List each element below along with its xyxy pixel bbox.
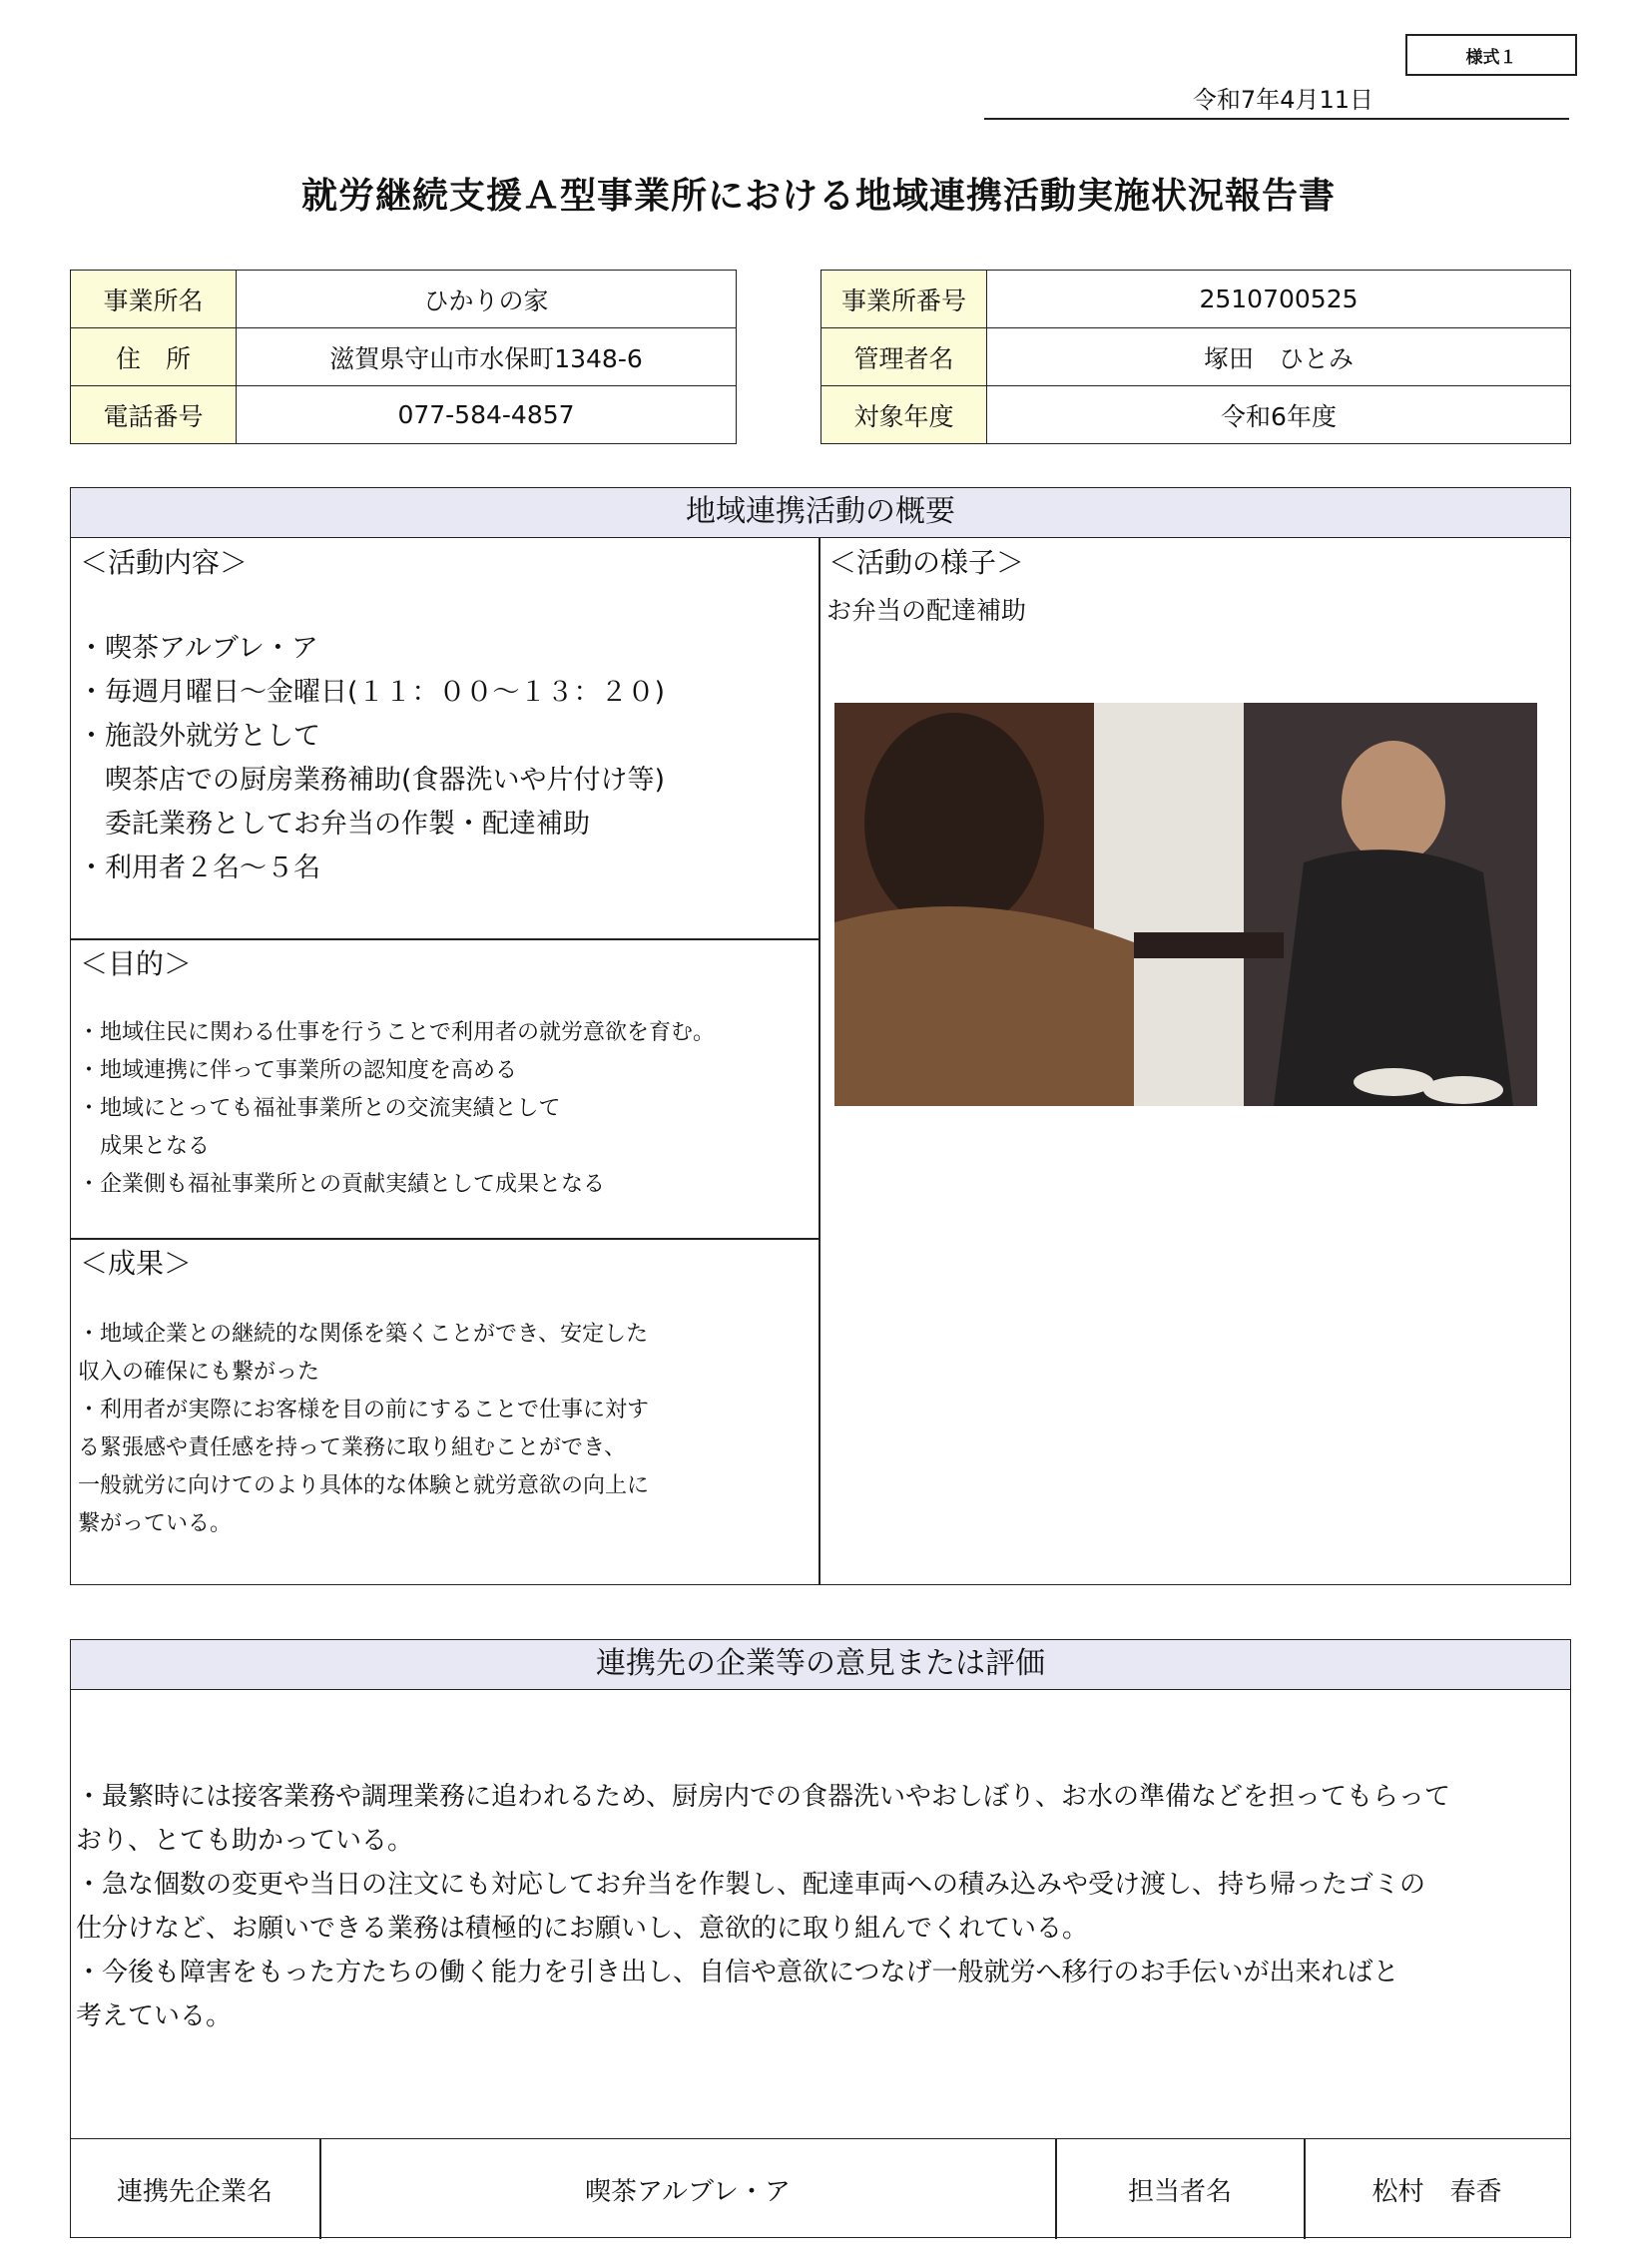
address-value: 滋賀県守山市水保町1348-6 — [237, 328, 737, 386]
partner-label: 連携先企業名 — [116, 2176, 273, 2207]
opinion-line: 考えている。 — [76, 2001, 233, 2031]
activity-photo — [834, 703, 1537, 1106]
overview-heading: 地域連携活動の概要 — [71, 488, 1570, 538]
manager-value: 塚田 ひとみ — [987, 328, 1571, 386]
purpose-line: 成果となる — [78, 1134, 211, 1159]
purpose-list — [78, 1014, 715, 1204]
partner-value: 喫茶アルブレ・ア — [585, 2176, 791, 2207]
scene-caption: お弁当の配達補助 — [826, 596, 1027, 625]
purpose-line: ・地域住民に関わる仕事を行うことで利用者の就労意欲を育む。 — [78, 1020, 716, 1045]
contact-value: 松村 春香 — [1371, 2176, 1502, 2207]
manager-label: 管理者名 — [821, 328, 987, 386]
results-heading: ＜成果＞ — [80, 1247, 193, 1280]
facility-info-table — [70, 270, 737, 444]
fiscal-year-label: 対象年度 — [821, 386, 987, 444]
partner-row — [70, 2138, 1571, 2238]
page-title: 就労継続支援Ａ型事業所における地域連携活動実施状況報告書 — [300, 176, 1336, 217]
opinion-line: ・急な個数の変更や当日の注文にも対応してお弁当を作製し、配達車両への積み込みや受け渡し、持ち帰ったゴミの — [76, 1870, 1426, 1900]
results-line: 一般就労に向けてのより具体的な体験と就労意欲の向上に — [78, 1473, 650, 1498]
opinion-heading: 連携先の企業等の意見または評価 — [71, 1640, 1570, 1690]
photo-illustration — [834, 703, 1537, 1106]
opinion-text — [76, 1775, 1450, 2038]
facility-name-label: 事業所名 — [71, 271, 237, 328]
results-line: 繋がっている。 — [78, 1511, 233, 1536]
activity-line: ・利用者２名～５名 — [78, 852, 320, 883]
purpose-line: ・企業側も福祉事業所との貢献実績として成果となる — [78, 1172, 606, 1197]
contact-label: 担当者名 — [1127, 2176, 1232, 2207]
opinion-line: ・最繁時には接客業務や調理業務に追われるため、厨房内での食器洗いやおしぼり、お水の準備などを担ってもらって — [76, 1782, 1450, 1812]
activity-line: 喫茶店での厨房業務補助(食器洗いや片付け等) — [78, 765, 666, 796]
purpose-line: ・地域連携に伴って事業所の認知度を高める — [78, 1058, 518, 1083]
activity-line: ・喫茶アルブレ・ア — [78, 633, 318, 664]
facility-id-table — [820, 270, 1571, 444]
address-label: 住 所 — [71, 328, 237, 386]
overview-row-divider — [70, 1238, 819, 1240]
opinion-line: おり、とても助かっている。 — [76, 1826, 414, 1856]
scene-heading: ＜活動の様子＞ — [828, 546, 1025, 579]
form-label: 様式１ — [1405, 34, 1577, 76]
results-line: ・利用者が実際にお客様を目の前にすることで仕事に対す — [78, 1398, 650, 1422]
overview-row-divider — [70, 938, 819, 940]
opinion-line: 仕分けなど、お願いできる業務は積極的にお願いし、意欲的に取り組んでくれている。 — [76, 1914, 1089, 1944]
activity-line: ・施設外就労として — [78, 721, 320, 752]
fiscal-year-value: 令和6年度 — [987, 386, 1571, 444]
activity-heading: ＜活動内容＞ — [80, 546, 249, 579]
facility-number-label: 事業所番号 — [821, 271, 987, 328]
report-date: 令和7年4月11日 — [1192, 86, 1373, 114]
activity-line: ・毎週月曜日～金曜日(１１：００～１３：２０) — [78, 677, 666, 708]
date-underline — [984, 118, 1569, 120]
results-line: る緊張感や責任感を持って業務に取り組むことができ、 — [78, 1435, 627, 1460]
results-line: 収入の確保にも繋がった — [78, 1360, 320, 1385]
results-list — [78, 1316, 649, 1543]
overview-column-divider — [818, 537, 820, 1585]
activity-list — [78, 627, 665, 890]
purpose-line: ・地域にとっても福祉事業所との交流実績として — [78, 1096, 561, 1121]
facility-name-value: ひかりの家 — [237, 271, 737, 328]
activity-line: 委託業務としてお弁当の作製・配達補助 — [78, 809, 590, 840]
purpose-heading: ＜目的＞ — [80, 947, 193, 980]
phone-value: 077-584-4857 — [237, 386, 737, 444]
opinion-line: ・今後も障害をもった方たちの働く能力を引き出し、自信や意欲につなげ一般就労へ移行のお手伝いが出来ればと — [76, 1958, 1399, 1987]
facility-number-value: 2510700525 — [987, 271, 1571, 328]
results-line: ・地域企業との継続的な関係を築くことができ、安定した — [78, 1322, 649, 1347]
phone-label: 電話番号 — [71, 386, 237, 444]
